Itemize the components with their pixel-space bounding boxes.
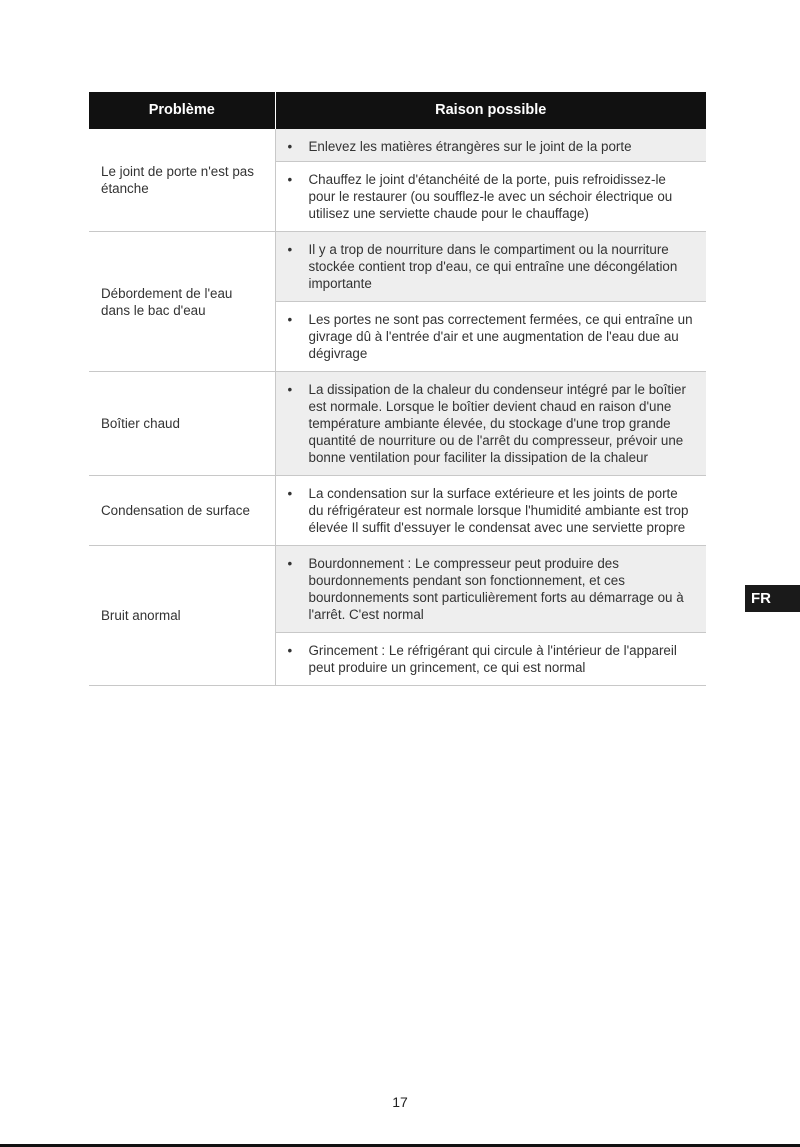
reason-item bbox=[276, 476, 707, 545]
bullet: • bbox=[287, 382, 293, 397]
reason-text: Grincement : Le réfrigérant qui circule à l'intérieur de l'appareil peut produire un grincement, ce qui est normal bbox=[308, 643, 677, 675]
column-header-problem: Problème bbox=[89, 92, 275, 129]
reason-text: La dissipation de la chaleur du condenseur intégré par le boîtier est normale. Lorsque le boîtier devient chaud en raison d'une température ambiante élevée, du stockage d'une trop grande quantité de nourriture ou de l'arrêt du compresseur, prévoir une bonne ventilation pour faciliter la dissipation de la chaleur bbox=[308, 382, 686, 465]
reasons-cell bbox=[275, 129, 706, 232]
reason-item bbox=[276, 301, 707, 371]
reason-text: Il y a trop de nourriture dans le compartiment ou la nourriture stockée contient trop d'eau, ce qui entraîne une décongélation importante bbox=[308, 242, 678, 291]
reason-item bbox=[276, 161, 707, 231]
column-header-reason: Raison possible bbox=[275, 92, 706, 129]
reasons-cell bbox=[275, 546, 706, 686]
reason-text: Chauffez le joint d'étanchéité de la porte, puis refroidissez-le pour le restaurer (ou soufflez-le avec un séchoir électrique ou utilisez une serviette chaude pour le chauffage) bbox=[308, 172, 673, 221]
reason-text: La condensation sur la surface extérieure et les joints de porte du réfrigérateur est normale lorsque l'humidité ambiante est trop élevée Il suffit d'essuyer le condensat avec une serviette propre bbox=[308, 486, 689, 535]
table-row bbox=[89, 129, 706, 232]
bullet: • bbox=[287, 242, 293, 257]
problem-cell: Boîtier chaud bbox=[89, 372, 275, 476]
bullet: • bbox=[287, 172, 293, 187]
reasons-cell bbox=[275, 232, 706, 372]
reasons-cell bbox=[275, 476, 706, 546]
language-tab: FR bbox=[745, 585, 800, 612]
reason-item bbox=[276, 129, 707, 161]
table-row bbox=[89, 232, 706, 372]
bullet: • bbox=[287, 643, 293, 658]
troubleshooting-table bbox=[89, 92, 706, 686]
table-row bbox=[89, 372, 706, 476]
problem-cell: Débordement de l'eau dans le bac d'eau bbox=[89, 232, 275, 372]
reason-text: Bourdonnement : Le compresseur peut produire des bourdonnements pendant son fonctionnement, et ces bourdonnements sont particulièrement forts au démarrage ou à l'arrêt. C'est normal bbox=[308, 556, 684, 622]
bullet: • bbox=[287, 312, 293, 327]
reason-text: Les portes ne sont pas correctement fermées, ce qui entraîne un givrage dû à l'entrée d'air et une augmentation de l'eau due au dégivrage bbox=[308, 312, 693, 361]
table-row bbox=[89, 476, 706, 546]
table-row bbox=[89, 546, 706, 686]
reason-item bbox=[276, 632, 707, 685]
reason-item bbox=[276, 546, 707, 632]
page-number: 17 bbox=[392, 1094, 408, 1110]
table-header-row bbox=[89, 92, 706, 129]
bullet: • bbox=[287, 556, 293, 571]
problem-cell: Bruit anormal bbox=[89, 546, 275, 686]
reason-item bbox=[276, 232, 707, 301]
bullet: • bbox=[287, 486, 293, 501]
reasons-cell bbox=[275, 372, 706, 476]
reason-text: Enlevez les matières étrangères sur le joint de la porte bbox=[308, 139, 632, 154]
reason-item bbox=[276, 372, 707, 475]
problem-cell: Condensation de surface bbox=[89, 476, 275, 546]
problem-cell: Le joint de porte n'est pas étanche bbox=[89, 129, 275, 232]
bullet: • bbox=[287, 139, 293, 154]
